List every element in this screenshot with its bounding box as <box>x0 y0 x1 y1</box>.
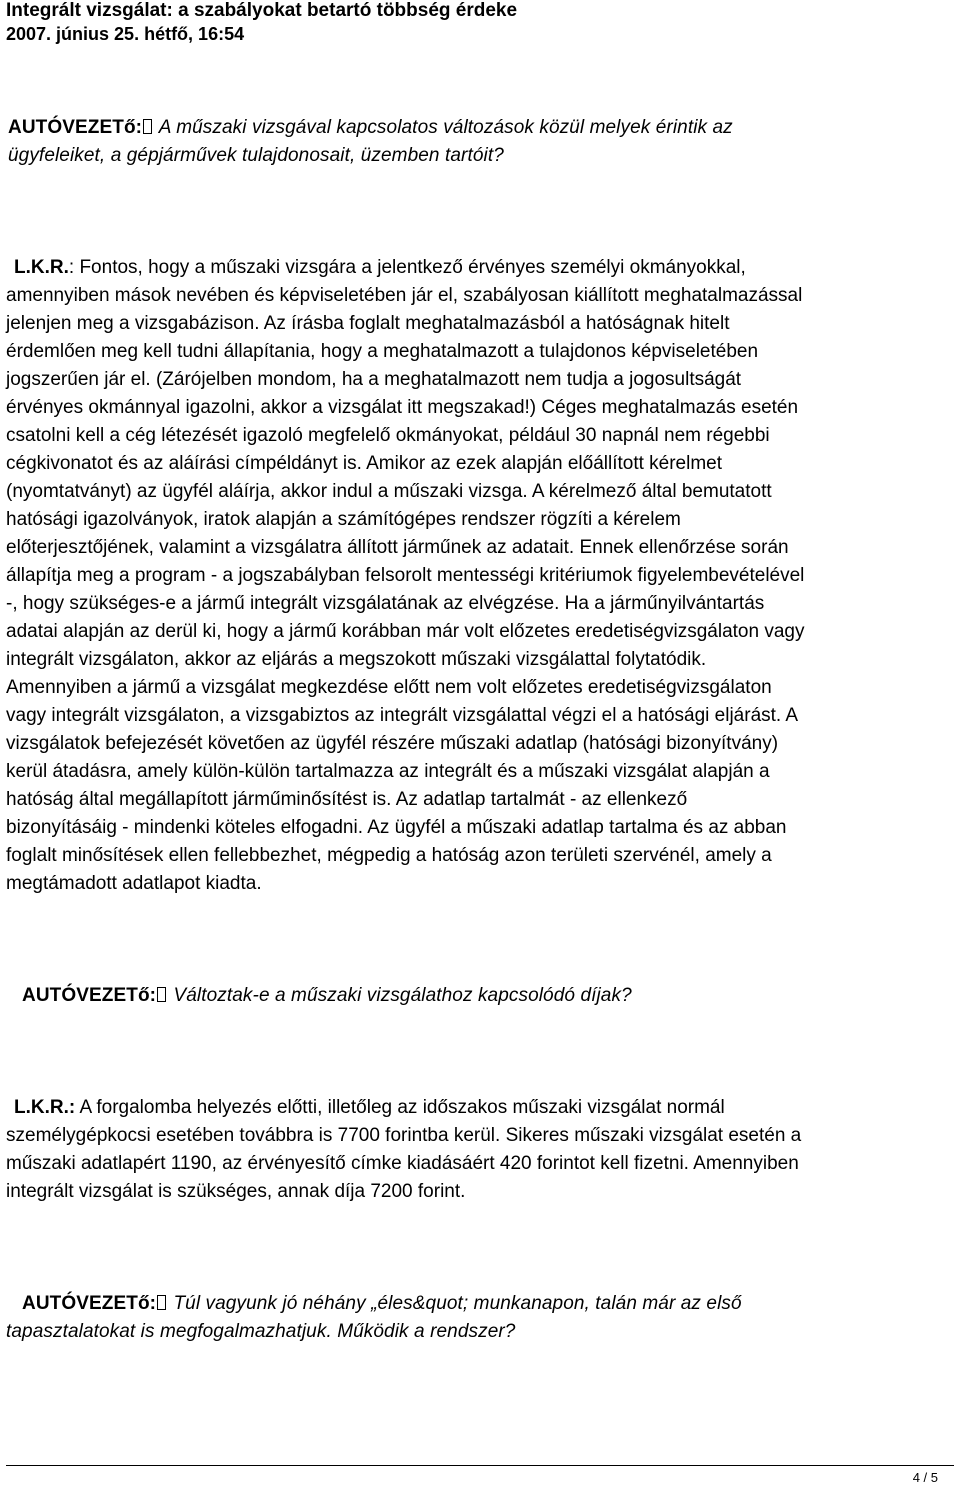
text-line: jelenjen meg a vizsgabázison. Az írásba foglalt meghatalmazásból a hatóságnak hitelt <box>6 313 730 334</box>
text-line: jogszerűen jár el. (Zárójelben mondom, ha a meghatalmazott nem tudja a jogosultságát <box>6 369 742 390</box>
footer-divider <box>6 1465 954 1466</box>
text-line: műszaki adatlapért 1190, az érvényesítő címke kiadásáért 420 forintot kell fizetni. Amennyiben <box>6 1153 799 1174</box>
text-line: foglalt minősítések ellen fellebbezhet, mégpedig a hatóság azon területi szervénél, amely a <box>6 845 772 866</box>
spacer <box>6 170 954 254</box>
text-line: vizsgálatok befejezését követően az ügyfél részére műszaki adatlap (hatósági bizonyítvány) <box>6 733 779 754</box>
answer-2 <box>6 1094 954 1206</box>
answer-text <box>6 257 804 894</box>
text-line: állapítja meg a program - a jogszabályban felsorolt mentességi kritériumok figyelembevételével <box>6 565 805 586</box>
text-line: integrált vizsgálat is szükséges, annak díja 7200 forint. <box>6 1181 466 1202</box>
text-line: Amennyiben a jármű a vizsgálat megkezdése előtt nem volt előzetes eredetiségvizsgálaton <box>6 677 772 698</box>
text-line: -, hogy szükséges-e a jármű integrált vizsgálatának az elvégzése. Ha a járműnyilvántartás <box>6 593 765 614</box>
text-line: megtámadott adatlapot kiadta. <box>6 873 262 894</box>
text-line: előterjesztőjének, valamint a vizsgálatra állított járműnek az adatait. Ennek ellenőrzése során <box>6 537 789 558</box>
text-line: érdemlően meg kell tudni állapítania, hogy a meghatalmazott a tulajdonos képviseletében <box>6 341 759 362</box>
text-line: A forgalomba helyezés előtti, illetőleg az időszakos műszaki vizsgálat normál <box>75 1097 725 1118</box>
text-line: : Fontos, hogy a műszaki vizsgára a jelentkező érvényes személyi okmányokkal, <box>68 257 746 278</box>
text-line: hatóság által megállapított járműminősítést is. Az adatlap tartalmát - az ellenkező <box>6 789 688 810</box>
article-date: 2007. június 25. hétfő, 16:54 <box>6 24 245 44</box>
text-line: hatósági igazolványok, iratok alapján a számítógépes rendszer rögzíti a kérelem <box>6 509 681 530</box>
text-line: személygépkocsi esetében továbbra is 7700 forintba kerül. Sikeres műszaki vizsgálat esetén a <box>6 1125 802 1146</box>
speaker-label: AUTÓVEZETő: <box>22 1293 157 1314</box>
article-title: Integrált vizsgálat: a szabályokat betartó többség érdeke <box>6 0 518 21</box>
text-line: érvényes okmánnyal igazolni, akkor a vizsgálat itt megszakad!) Céges meghatalmazás esetén <box>6 397 799 418</box>
article-header <box>6 0 954 45</box>
text-line: kerül átadásra, amely külön-külön tartalmazza az integrált és a műszaki vizsgálat alapján a <box>6 761 770 782</box>
answer-text <box>6 1097 801 1202</box>
article-body <box>6 114 954 1346</box>
spacer <box>6 898 954 982</box>
spacer <box>6 1010 954 1094</box>
question-3 <box>6 1290 954 1346</box>
text-line: amennyiben mások nevében és képviseletében jár el, szabályosan kiállított meghatalmazással <box>6 285 803 306</box>
question-text: Változtak-e a műszaki vizsgálathoz kapcsolódó díjak? <box>168 985 632 1006</box>
spacer <box>6 1206 954 1290</box>
page-number: 4 / 5 <box>912 1470 938 1485</box>
answer-1 <box>6 254 954 898</box>
question-2 <box>22 982 954 1010</box>
question-text: ügyfeleiket, a gépjárművek tulajdonosait, üzemben tartóit? <box>8 145 504 166</box>
question-text: Túl vagyunk jó néhány „éles&quot; munkanapon, talán már az első <box>168 1293 742 1314</box>
question-text: A műszaki vizsgával kapcsolatos változások közül melyek érintik az <box>154 117 733 138</box>
speaker-label: AUTÓVEZETő: <box>8 117 143 138</box>
text-line: bizonyításáig - mindenki köteles elfogadni. Az ügyfél a műszaki adatlap tartalma és az abban <box>6 817 787 838</box>
text-line: vagy integrált vizsgálaton, a vizsgabiztos az integrált vizsgálattal végzi el a hatósági eljárást. A <box>6 705 799 726</box>
missing-glyph-box <box>157 1295 166 1310</box>
missing-glyph-box <box>143 119 152 134</box>
text-line: csatolni kell a cég létezését igazoló megfelelő okmányokat, például 30 napnál nem régebbi <box>6 425 770 446</box>
speaker-label: L.K.R. <box>14 257 69 278</box>
question-text: tapasztalatokat is megfogalmazhatjuk. Működik a rendszer? <box>6 1321 516 1342</box>
text-line: cégkivonatot és az aláírási címpéldányt is. Amikor az ezek alapján előállított kérelmet <box>6 453 723 474</box>
question-1 <box>8 114 954 170</box>
speaker-label: L.K.R.: <box>14 1097 76 1118</box>
speaker-label: AUTÓVEZETő: <box>22 985 157 1006</box>
text-line: integrált vizsgálaton, akkor az eljárás a megszokott műszaki vizsgálattal folytatódik. <box>6 649 707 670</box>
missing-glyph-box <box>157 987 166 1002</box>
text-line: (nyomtatványt) az ügyfél aláírja, akkor indul a műszaki vizsga. A kérelmező által bemutatott <box>6 481 772 502</box>
text-line: adatai alapján az derül ki, hogy a jármű korábban már volt előzetes eredetiségvizsgálaton vagy <box>6 621 805 642</box>
